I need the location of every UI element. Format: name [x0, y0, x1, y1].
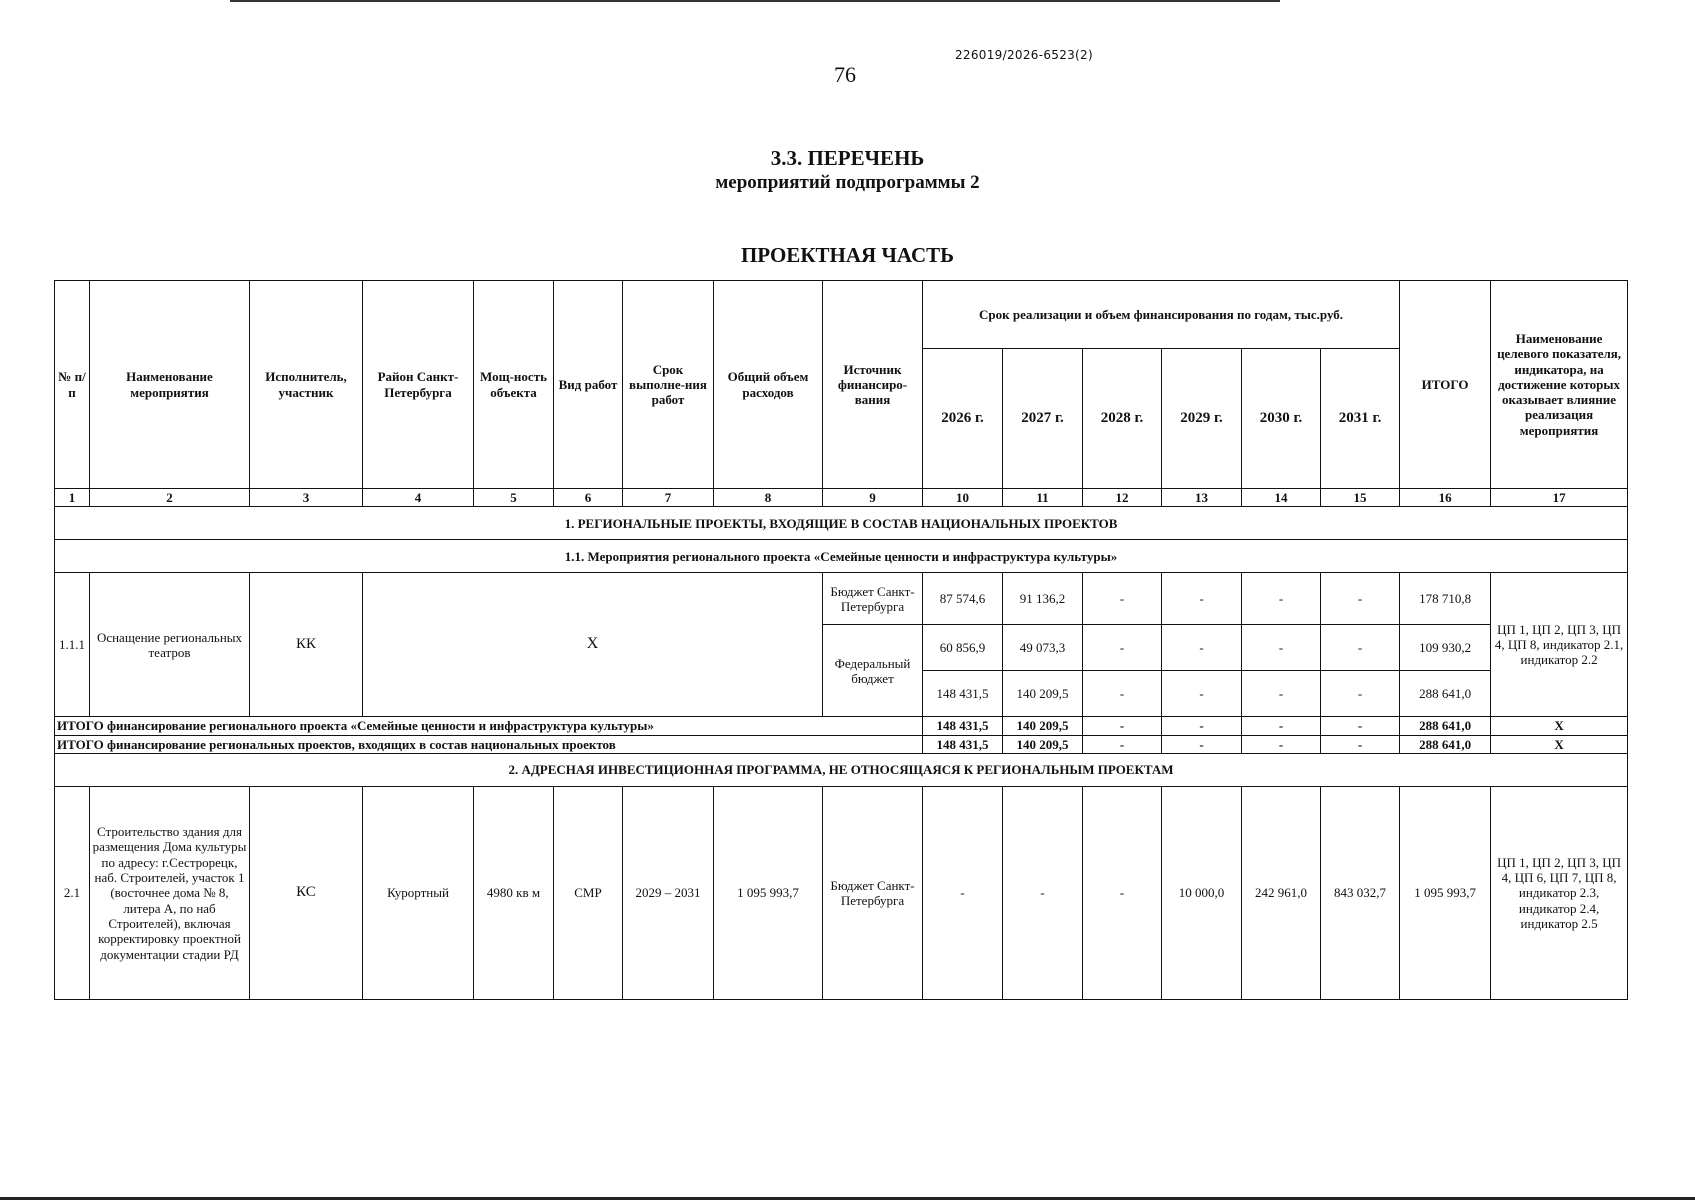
cell-value: 148 431,5 [923, 717, 1003, 735]
column-number: 16 [1400, 489, 1491, 507]
cell-value: - [1083, 671, 1162, 717]
column-number: 7 [623, 489, 714, 507]
total-label: ИТОГО финансирование региональных проектов, входящих в состав национальных проектов [55, 735, 923, 753]
subsection-row [55, 540, 1628, 573]
row-executor: КК [250, 573, 363, 717]
cell-value: - [1242, 735, 1321, 753]
cell-value: - [1242, 625, 1321, 671]
row-name: Оснащение региональных театров [90, 573, 250, 717]
row-executor: КС [250, 786, 363, 999]
column-number: 2 [90, 489, 250, 507]
column-number: 10 [923, 489, 1003, 507]
cell-value: - [1321, 573, 1400, 625]
row-capacity: 4980 кв м [474, 786, 554, 999]
cell-mark: Х [1491, 717, 1628, 735]
row-district: Курортный [363, 786, 474, 999]
cell-value: - [1321, 735, 1400, 753]
header-year-2029: 2029 г. [1162, 349, 1242, 489]
column-number: 17 [1491, 489, 1628, 507]
row-source-spb: Бюджет Санкт-Петербурга [823, 573, 923, 625]
header-year-2027: 2027 г. [1003, 349, 1083, 489]
column-number: 3 [250, 489, 363, 507]
header-year-2028: 2028 г. [1083, 349, 1162, 489]
cell-value: 10 000,0 [1162, 786, 1242, 999]
row-total-cost: 1 095 993,7 [714, 786, 823, 999]
cell-value: 242 961,0 [1242, 786, 1321, 999]
header-total-cost: Общий объем расходов [714, 281, 823, 489]
cell-value: - [1242, 717, 1321, 735]
column-number: 15 [1321, 489, 1400, 507]
cell-value: 148 431,5 [923, 735, 1003, 753]
cell-value: 49 073,3 [1003, 625, 1083, 671]
cell-value: 140 209,5 [1003, 735, 1083, 753]
cell-total: 1 095 993,7 [1400, 786, 1491, 999]
cell-value: - [1162, 717, 1242, 735]
header-period: Срок выполне-ния работ [623, 281, 714, 489]
cell-mark: Х [1491, 735, 1628, 753]
measures-table [54, 280, 1628, 1000]
row-source: Бюджет Санкт-Петербурга [823, 786, 923, 999]
document-title: 3.3. ПЕРЕЧЕНЬ [770, 146, 925, 170]
cell-value: - [1242, 573, 1321, 625]
header-year-2030: 2030 г. [1242, 349, 1321, 489]
section-row [55, 507, 1628, 540]
cell-total: 288 641,0 [1400, 735, 1491, 753]
row-merged-mark: Х [363, 573, 823, 717]
header-year-2026: 2026 г. [923, 349, 1003, 489]
cell-value: 91 136,2 [1003, 573, 1083, 625]
cell-value: - [1321, 717, 1400, 735]
cell-value: - [1083, 573, 1162, 625]
row-period: 2029 – 2031 [623, 786, 714, 999]
cell-value: 843 032,7 [1321, 786, 1400, 999]
table-row [55, 786, 1628, 999]
row-indicators: ЦП 1, ЦП 2, ЦП 3, ЦП 4, ЦП 6, ЦП 7, ЦП 8, индикатор 2.3, индикатор 2.4, индикатор 2.5 [1491, 786, 1628, 999]
cell-value: - [1083, 786, 1162, 999]
section-title-1: 1. РЕГИОНАЛЬНЫЕ ПРОЕКТЫ, ВХОДЯЩИЕ В СОСТАВ НАЦИОНАЛЬНЫХ ПРОЕКТОВ [55, 507, 1628, 540]
column-number: 14 [1242, 489, 1321, 507]
header-row-1 [55, 281, 1628, 349]
cell-value: 140 209,5 [1003, 717, 1083, 735]
part-title: ПРОЕКТНАЯ ЧАСТЬ [740, 243, 955, 267]
subsection-title-1-1: 1.1. Мероприятия регионального проекта «Семейные ценности и инфраструктура культуры» [55, 540, 1628, 573]
cell-total: 288 641,0 [1400, 717, 1491, 735]
cell-value: 60 856,9 [923, 625, 1003, 671]
cell-value: 140 209,5 [1003, 671, 1083, 717]
cell-value: 87 574,6 [923, 573, 1003, 625]
column-number: 8 [714, 489, 823, 507]
document-code: 226019/2026-6523(2) [955, 48, 1093, 62]
column-number: 5 [474, 489, 554, 507]
column-number: 4 [363, 489, 474, 507]
header-source: Источник финансиро-вания [823, 281, 923, 489]
header-name: Наименование мероприятия [90, 281, 250, 489]
total-label: ИТОГО финансирование регионального проекта «Семейные ценности и инфраструктура культуры» [55, 717, 923, 735]
header-executor: Исполнитель, участник [250, 281, 363, 489]
page-number: 76 [834, 62, 856, 87]
header-work-type: Вид работ [554, 281, 623, 489]
cell-value: - [1083, 625, 1162, 671]
table-row [55, 573, 1628, 625]
cell-value: - [1321, 671, 1400, 717]
header-indicator: Наименование целевого показателя, индикатора, на достижение которых оказывает влияние реализация мероприятия [1491, 281, 1628, 489]
cell-value: - [1162, 573, 1242, 625]
cell-value: - [1083, 717, 1162, 735]
column-number: 1 [55, 489, 90, 507]
cell-value: - [1242, 671, 1321, 717]
header-itogo: ИТОГО [1400, 281, 1491, 489]
cell-total: 288 641,0 [1400, 671, 1491, 717]
header-years-group: Срок реализации и объем финансирования по годам, тыс.руб. [923, 281, 1400, 349]
cell-value: 148 431,5 [923, 671, 1003, 717]
cell-total: 109 930,2 [1400, 625, 1491, 671]
cell-value: - [1162, 625, 1242, 671]
column-number: 11 [1003, 489, 1083, 507]
header-district: Район Санкт-Петербурга [363, 281, 474, 489]
cell-total: 178 710,8 [1400, 573, 1491, 625]
total-row [55, 717, 1628, 735]
header-year-2031: 2031 г. [1321, 349, 1400, 489]
row-source-fed: Федеральный бюджет [823, 625, 923, 717]
column-number: 13 [1162, 489, 1242, 507]
top-rule [230, 0, 1280, 2]
column-number: 9 [823, 489, 923, 507]
column-number: 12 [1083, 489, 1162, 507]
cell-value: - [1083, 735, 1162, 753]
row-num: 1.1.1 [55, 573, 90, 717]
column-number-row [55, 489, 1628, 507]
header-num: № п/п [55, 281, 90, 489]
cell-value: - [1162, 735, 1242, 753]
cell-value: - [1321, 625, 1400, 671]
section-title-2: 2. АДРЕСНАЯ ИНВЕСТИЦИОННАЯ ПРОГРАММА, НЕ ОТНОСЯЩАЯСЯ К РЕГИОНАЛЬНЫМ ПРОЕКТАМ [55, 753, 1628, 786]
row-name: Строительство здания для размещения Дома культуры по адресу: г.Сестрорецк, наб. Строителей, участок 1 (восточнее дома № 8, литера А, по наб Строителей), включая корректировку проектной документации стадии РД [90, 786, 250, 999]
section-row [55, 753, 1628, 786]
row-work-type: СМР [554, 786, 623, 999]
column-number: 6 [554, 489, 623, 507]
row-num: 2.1 [55, 786, 90, 999]
document-subtitle: мероприятий подпрограммы 2 [715, 172, 980, 193]
header-capacity: Мощ-ность объекта [474, 281, 554, 489]
total-row [55, 735, 1628, 753]
row-indicators: ЦП 1, ЦП 2, ЦП 3, ЦП 4, ЦП 8, индикатор 2.1, индикатор 2.2 [1491, 573, 1628, 717]
cell-value: - [1162, 671, 1242, 717]
cell-value: - [923, 786, 1003, 999]
cell-value: - [1003, 786, 1083, 999]
